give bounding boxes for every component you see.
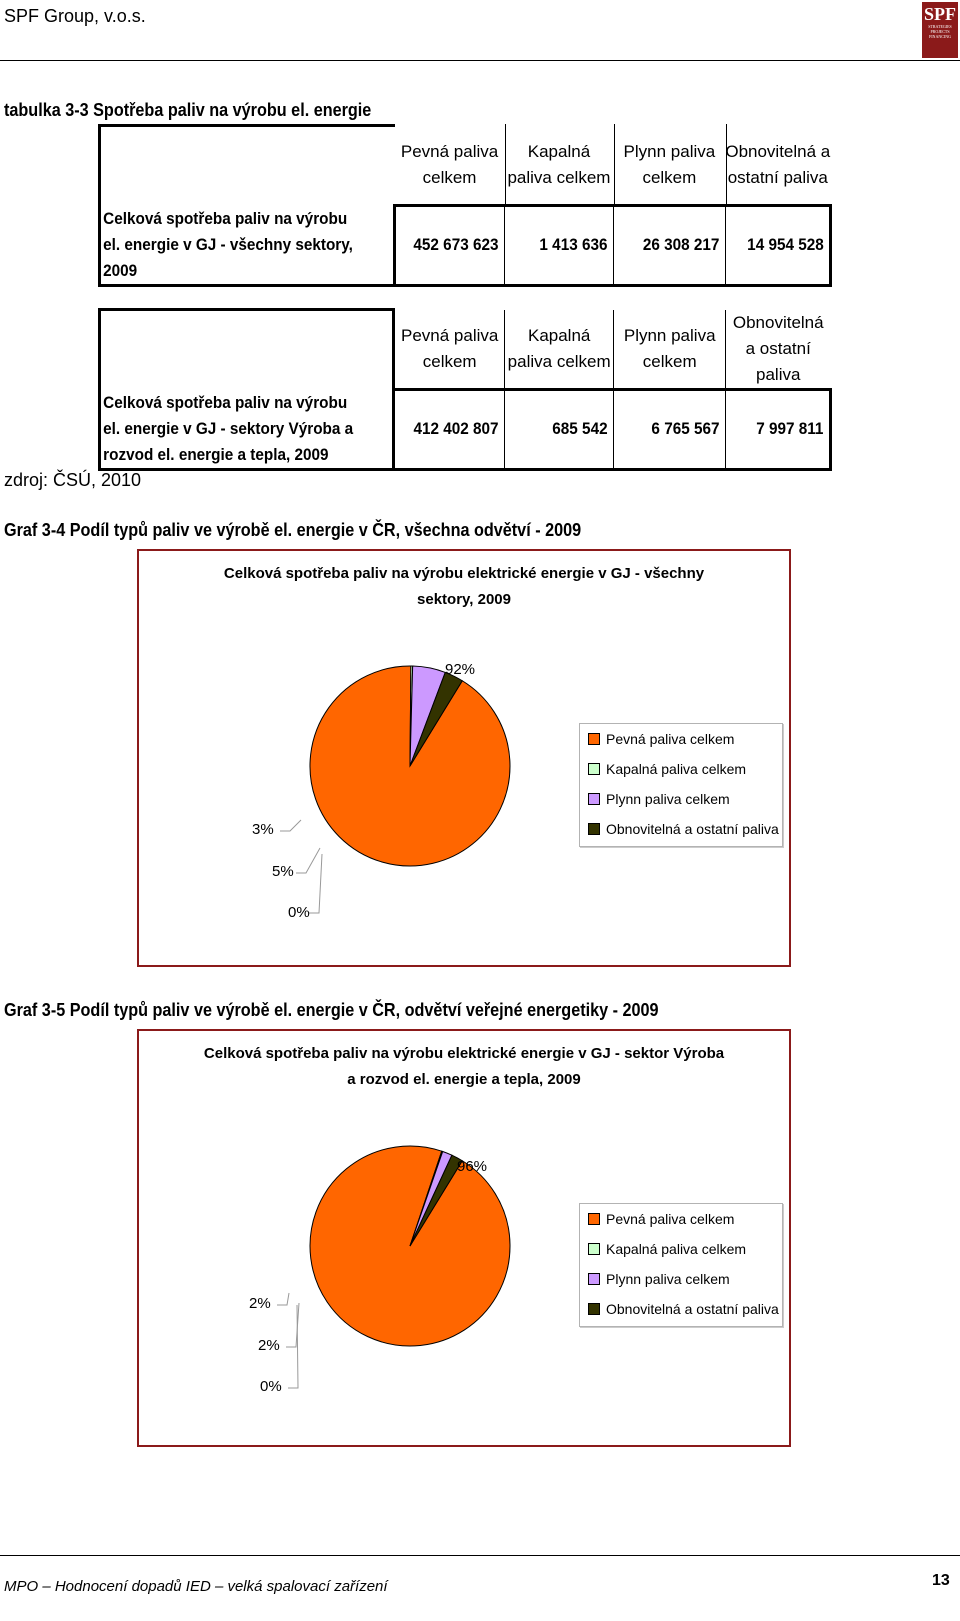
footer-rule [0,1555,960,1556]
table1-divider [614,124,615,204]
fuel-table-public-energy [98,308,832,471]
swatch-gas [588,793,600,805]
table1-value: 26 308 217 [619,206,719,286]
graph1-caption: Graf 3-4 Podíl typů paliv ve výrobě el. energie v ČR, všechna odvětví - 2009 [4,520,582,540]
legend-label: Obnovitelná a ostatní paliva [606,1301,779,1317]
table1-col-header: Plynn paliva celkem [623,141,716,187]
legend-item [588,731,734,747]
footer-title: MPO – Hodnocení dopadů IED – velká spalovací zařízení [4,1578,388,1595]
table1-col-header: Kapalná paliva celkem [507,141,611,187]
swatch-renewable [588,823,600,835]
legend-item [588,1301,779,1317]
chart2-label-renewable: 2% [249,1295,271,1312]
table1-value: 452 673 623 [400,206,498,286]
table1-col-header: Obnovitelná a ostatní paliva [725,141,831,187]
chart1-label-gas: 5% [272,863,294,880]
chart2-title-line2: a rozvod el. energie a tepla, 2009 [347,1071,581,1088]
legend-item [588,1241,746,1257]
swatch-liquid [588,763,600,775]
legend-label: Plynn paliva celkem [606,1271,730,1287]
table2-col-header: Obnovitelná a ostatní paliva [725,310,830,390]
swatch-liquid [588,1243,600,1255]
label-leader-line [296,848,320,873]
legend-label: Plynn paliva celkem [606,791,730,807]
table2-col-header: Plynn paliva celkem [614,310,726,390]
table1-value: 1 413 636 [510,206,608,286]
company-name: SPF Group, v.o.s. [4,6,146,26]
label-leader-line [280,820,301,831]
swatch-solid [588,733,600,745]
legend-item [588,821,779,837]
table2-row-label: Celková spotřeba paliv na výrobu el. energie v GJ - sektory Výroba a rozvod el. energie a tepla, 2009 [100,390,365,470]
table2-col-header: Pevná paliva celkem [400,325,499,371]
swatch-renewable [588,1303,600,1315]
table1-divider [726,124,727,204]
table1-value: 14 954 528 [730,206,825,286]
chart1-legend [579,723,783,847]
chart2-label-liquid: 0% [260,1378,282,1395]
chart1-label-liquid: 0% [288,904,310,921]
table-title: tabulka 3-3 Spotřeba paliv na výrobu el. energie [4,100,372,120]
table1-divider [505,124,506,204]
logo-text-3: FINANCING [929,34,951,39]
chart1-title-line2: sektory, 2009 [417,591,511,608]
legend-item [588,1211,734,1227]
logo-text-2: PROJECTS [930,29,950,34]
table2-value: 412 402 807 [399,390,498,470]
chart1-label-renewable: 3% [252,821,274,838]
legend-label: Obnovitelná a ostatní paliva [606,821,779,837]
graph2-caption: Graf 3-5 Podíl typů paliv ve výrobě el. energie v ČR, odvětví veřejné energetiky - 2009 [4,1000,659,1020]
chart2-title-line1: Celková spotřeba paliv na výrobu elektrické energie v GJ - sektor Výroba [203,1045,725,1062]
table1-col-header: Pevná paliva celkem [400,141,499,187]
table2-col-header: Kapalná paliva celkem [504,310,614,390]
legend-label: Kapalná paliva celkem [606,761,747,777]
legend-item [588,761,746,777]
swatch-gas [588,1273,600,1285]
chart-public-energy [137,1029,791,1447]
table2-corner [100,310,394,390]
label-leader-line [277,1293,289,1305]
chart-all-sectors [137,549,791,967]
chart2-label-solid: 96% [457,1158,488,1175]
chart2-label-gas: 2% [258,1337,280,1354]
header-rule [0,60,960,61]
label-leader-line [309,854,322,913]
chart1-label-solid: 92% [445,661,476,678]
legend-label: Kapalná paliva celkem [606,1241,747,1257]
legend-item [588,791,730,807]
data-source: zdroj: ČSÚ, 2010 [4,470,142,490]
table2-value: 6 765 567 [620,390,720,470]
page-number: 13 [932,1572,950,1589]
chart1-title-line1: Celková spotřeba paliv na výrobu elektrické energie v GJ - všechny [223,565,705,582]
legend-label: Pevná paliva celkem [606,731,735,747]
fuel-table-all-sectors [98,124,832,287]
legend-item [588,1271,730,1287]
chart2-legend [579,1203,783,1327]
logo-mark: SPF [923,4,956,24]
table1-corner [100,126,395,206]
legend-label: Pevná paliva celkem [606,1211,735,1227]
table2-value: 685 542 [510,390,609,470]
swatch-solid [588,1213,600,1225]
table2-value: 7 997 811 [731,390,826,470]
table1-row-label: Celková spotřeba paliv na výrobu el. energie v GJ - všechny sektory, 2009 [100,206,366,286]
logo-text-1: STRATEGIES [928,24,952,29]
company-logo [922,2,958,58]
